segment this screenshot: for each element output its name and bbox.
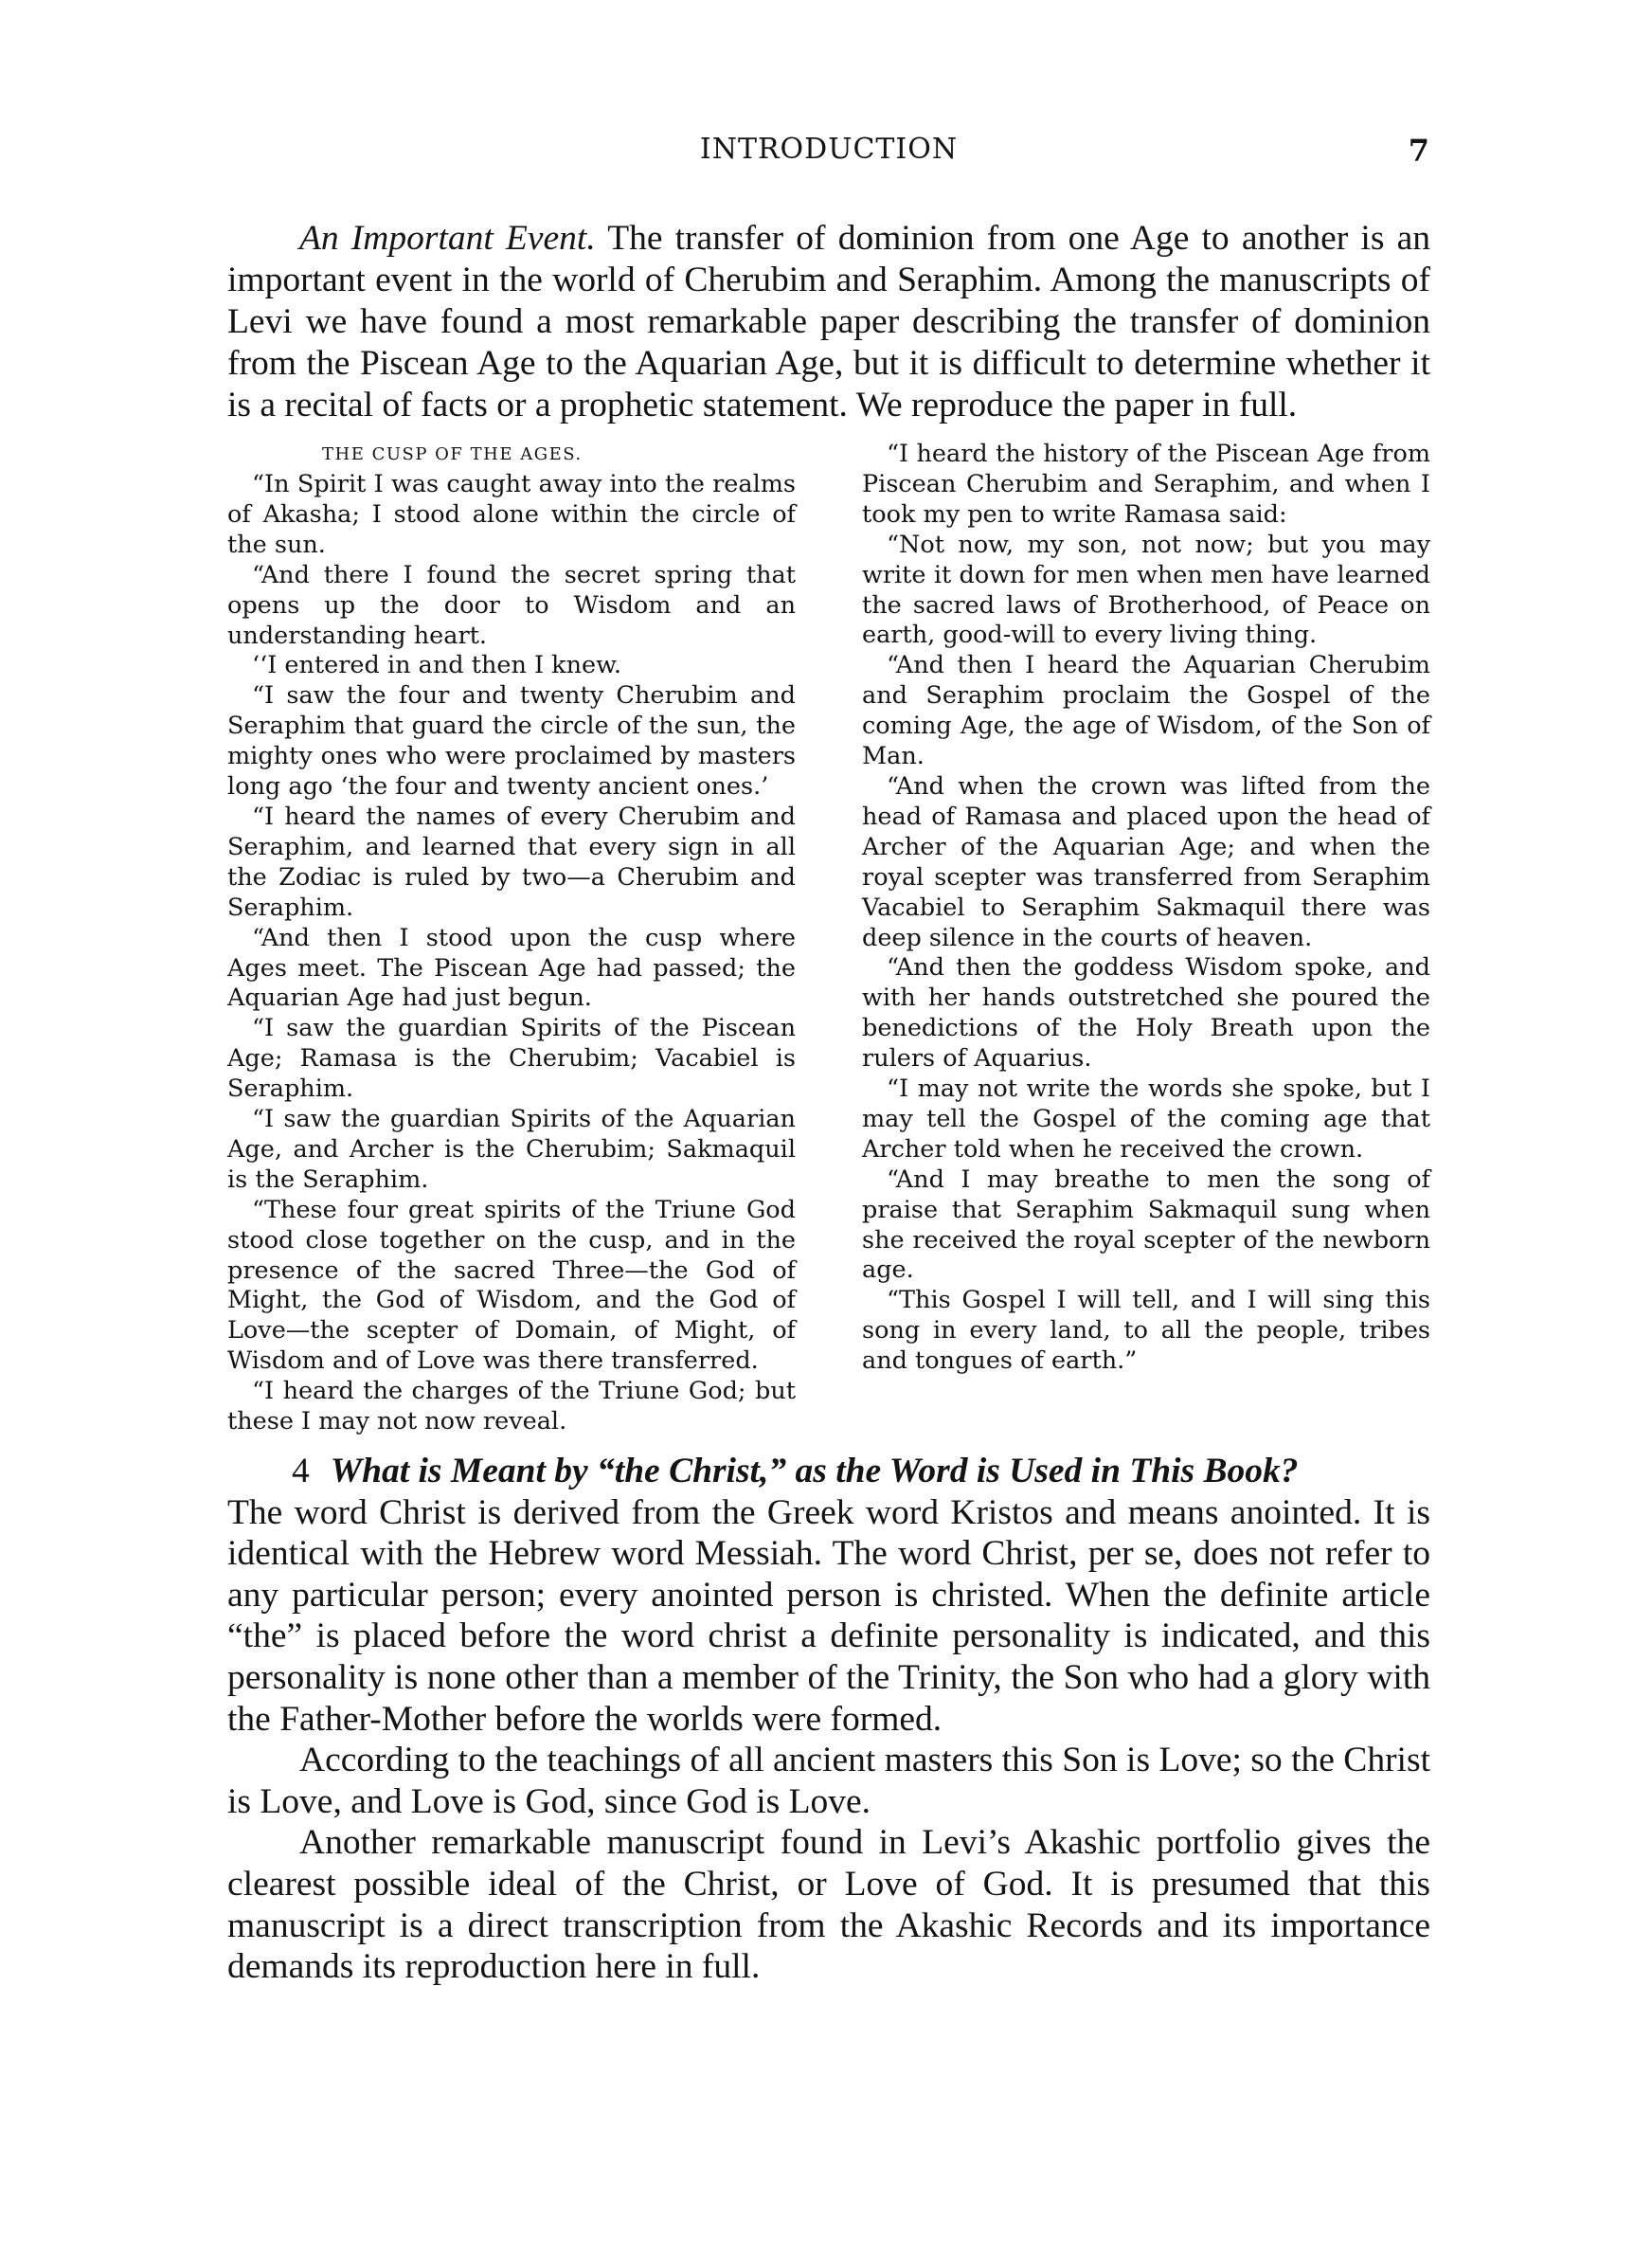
page-number: 7: [1408, 133, 1430, 169]
left-column: [227, 440, 796, 1437]
right-paragraph: “And then the goddess Wisdom spoke, and with her hands outstretched she poured the benedictions of the Holy Breath upon the rulers of Aquarius.: [862, 953, 1430, 1074]
left-paragraph: “I saw the guardian Spirits of the Piscean Age; Ramasa is the Cherubim; Vacabiel is Seraphim.: [227, 1014, 796, 1104]
running-head: INTRODUCTION: [699, 133, 959, 166]
left-paragraph: “I heard the names of every Cherubim and Seraphim, and learned that every sign in all the Zodiac is ruled by two—a Cherubim and Seraphim.: [227, 802, 796, 922]
right-column: [862, 440, 1430, 1437]
left-paragraph: “In Spirit I was caught away into the realms of Akasha; I stood alone within the circle of the sun.: [227, 470, 796, 559]
right-paragraph: “I may not write the words she spoke, but I may tell the Gospel of the coming age that Archer told when he received the crown.: [862, 1074, 1430, 1164]
section-heading: [227, 1451, 1430, 1492]
right-paragraph: “Not now, my son, not now; but you may write it down for men when men have learned the sacred laws of Brotherhood, of Peace on earth, good-will to every living thing.: [862, 530, 1430, 650]
left-paragraph: “These four great spirits of the Triune God stood close together on the cusp, and in the presence of the sacred Three—the God of Might, the God of Wisdom, and the God of Love—the scepter of Domain, of Might, of Wisdom and of Love was there transferred.: [227, 1195, 796, 1376]
intro-text: The transfer of dominion from one Age to another is an important event in the world of Cherubim and Seraphim. Among the manuscripts of Levi we have found a most remarkable paper describing the transfer of dominion from the Piscean Age to the Aquarian Age, but it is difficult to determine whether it is a recital of facts or a prophetic statement. We reproduce the paper in full.: [227, 219, 1430, 424]
left-paragraph: “I saw the four and twenty Cherubim and Seraphim that guard the circle of the sun, the mighty ones who were proclaimed by masters long ago ‘the four and twenty ancient ones.’: [227, 681, 796, 802]
intro-paragraph: [227, 218, 1430, 426]
left-paragraph: “I heard the charges of the Triune God; but these I may not now reveal.: [227, 1377, 796, 1436]
cusp-of-ages-columns: [227, 440, 1430, 1437]
section-paragraph: The word Christ is derived from the Greek word Kristos and means anointed. It is identical with the Hebrew word Messiah. The word Christ, per se, does not refer to any particular person; every anointed person is christed. When the definite article “the” is placed before the word christ a definite personality is indicated, and this personality is none other than a member of the Trinity, the Son who had a glory with the Father-Mother before the worlds were formed.: [227, 1492, 1430, 1739]
section-paragraph: Another remarkable manuscript found in Levi’s Akashic portfolio gives the clearest possible ideal of the Christ, or Love of God. It is presumed that this manuscript is a direct transcription from the Akashic Records and its importance demands its reproduction here in full.: [227, 1823, 1430, 1987]
right-paragraph: “And then I heard the Aquarian Cherubim and Seraphim proclaim the Gospel of the coming Age, the age of Wisdom, of the Son of Man.: [862, 651, 1430, 771]
right-paragraph: “This Gospel I will tell, and I will sing this song in every land, to all the people, tribes and tongues of earth.”: [862, 1286, 1430, 1376]
right-paragraph: “I heard the history of the Piscean Age from Piscean Cherubim and Seraphim, and when I took my pen to write Ramasa said:: [862, 440, 1430, 529]
left-paragraph: “And there I found the secret spring that opens up the door to Wisdom and an understanding heart.: [227, 560, 796, 650]
cusp-heading: THE CUSP OF THE AGES.: [322, 444, 583, 464]
left-paragraph: “And then I stood upon the cusp where Ages meet. The Piscean Age had passed; the Aquarian Age had just begun.: [227, 923, 796, 1013]
left-paragraph: “I saw the guardian Spirits of the Aquarian Age, and Archer is the Cherubim; Sakmaquil is the Seraphim.: [227, 1105, 796, 1194]
intro-heading: An Important Event.: [299, 219, 596, 258]
right-paragraph: “And when the crown was lifted from the head of Ramasa and placed upon the head of Archer of the Aquarian Age; and when the royal scepter was transferred from Seraphim Vacabiel to Seraphim Sakmaquil there was deep silence in the courts of heaven.: [862, 771, 1430, 952]
left-paragraph: ‘‘I entered in and then I knew.: [252, 651, 622, 680]
section-number: 4: [292, 1452, 310, 1490]
section-paragraph: According to the teachings of all ancient masters this Son is Love; so the Christ is Love, and Love is God, since God is Love.: [227, 1741, 1430, 1821]
right-paragraph: “And I may breathe to men the song of praise that Seraphim Sakmaquil sung when she received the royal scepter of the newborn age.: [862, 1165, 1430, 1285]
section-question: What is Meant by “the Christ,” as the Word is Used in This Book?: [330, 1452, 1299, 1490]
page-header: [227, 133, 1430, 180]
section-4: [227, 1451, 1430, 1988]
book-page: [227, 133, 1430, 2217]
intro-paragraph-block: [227, 218, 1430, 426]
